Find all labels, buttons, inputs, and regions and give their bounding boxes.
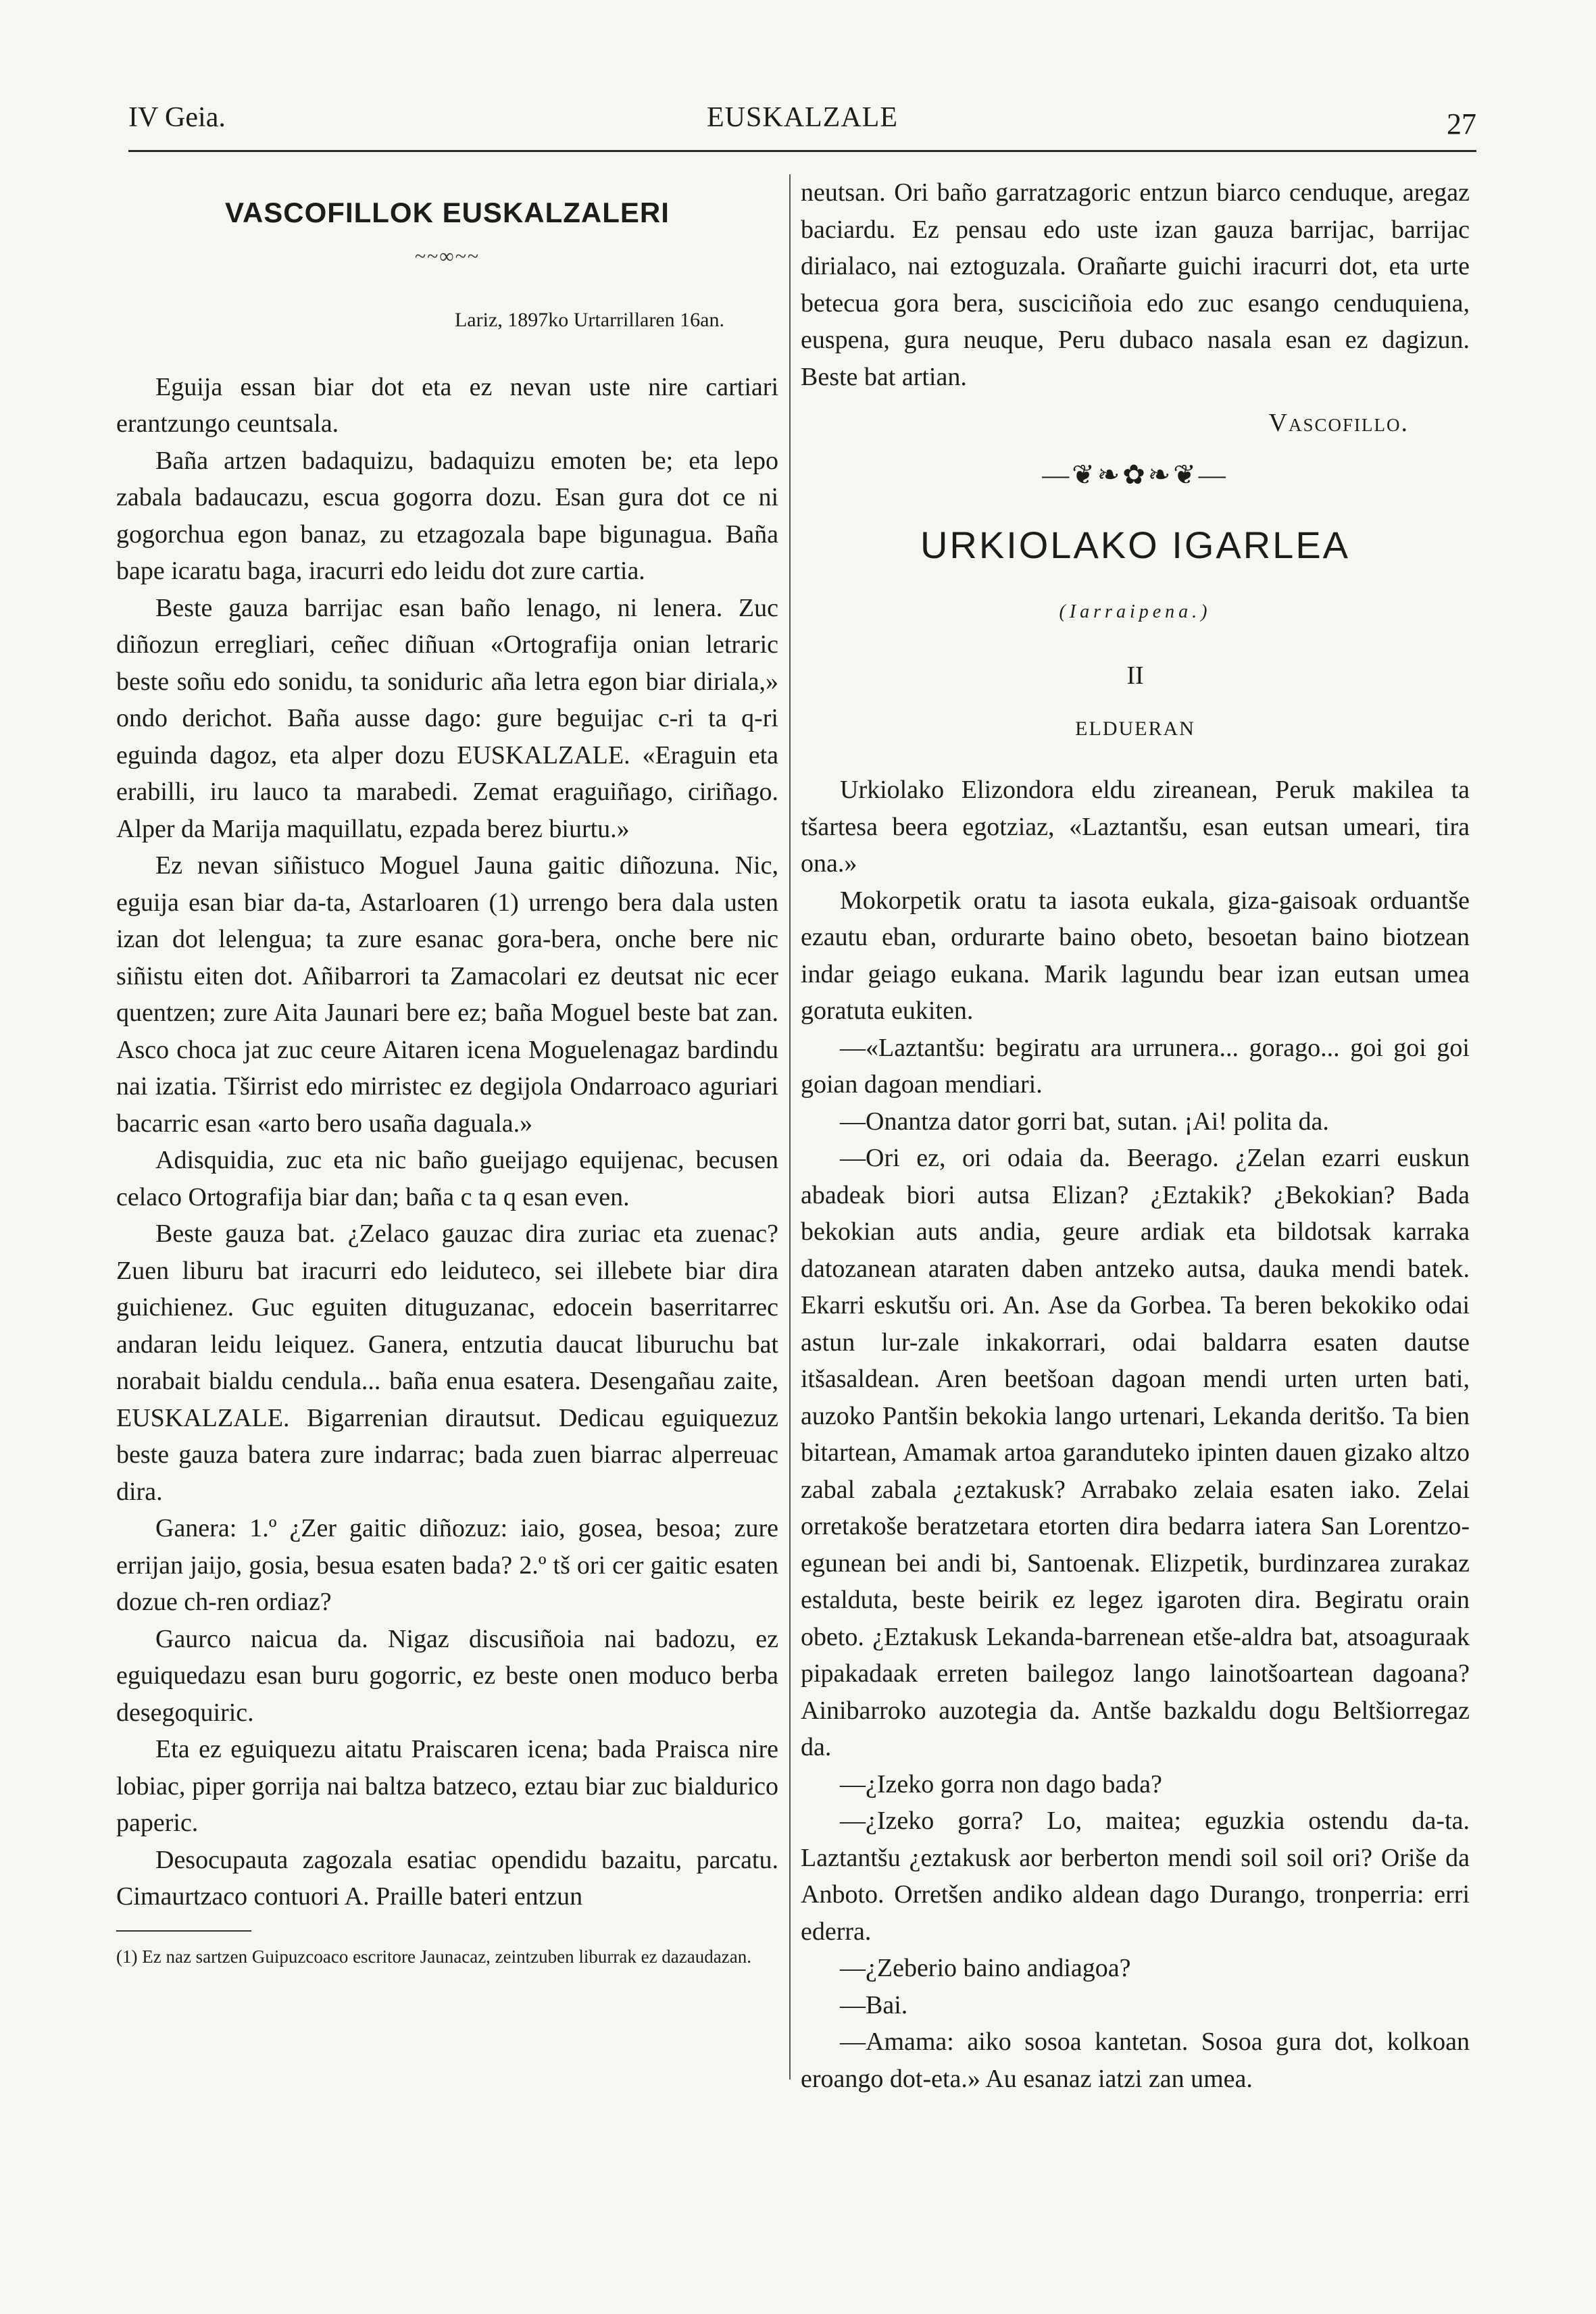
- paragraph: —¿Zeberio baino andiagoa?: [840, 1954, 1131, 1982]
- paragraph: —Amama: aiko sosoa kantetan. Sosoa gura dot, kolkoan eroango dot-eta.» Au esanaz iatzi zan umea.: [801, 2028, 1470, 2093]
- paragraph: —Ori ez, ori odaia da. Beerago. ¿Zelan ezarri euskun abadeak biori autsa Elizan? ¿Eztakik? ¿Bekokian? Bada bekokian auts andia, geure ardiak eta bildotsak karraka datozanean ataraten daben antzeko autsa, dauka mendi batek. Ekarri eskutšu ori. An. Ase da Gorbea. Ta beren bekokiko odai astun lur-zale inkakorrari, odai baldarra esaten dautse itšasaldean. Aren beetšoan dagoan mendi urten urten bati, auzoko Pantšin bekokia lango urtenari, Lekanda deritšo. Ta bien bitartean, Amamak artoa garanduteko ipinten dauen gizako altzo zabal zabala ¿eztakusk? Arrabako zelaia esaten iako. Zelai orretakoše beratzetara etorten dira bedarra iatera San Lorentzo-egunean bei andi bi, Santoenak. Elizpetik, burdinzarea zurakaz estalduta, bestе beirik ez legez igaroten dira. Begiratu orain obeto. ¿Eztakusk Lekanda-barrenean etše-aldra bat, atsoaguraak pipakadaak erreten bailegoz lango lainotšoartean dagoana? Ainibarroko auzotegia da. Antše bazkaldu dogu Beltšiorregaz da.: [801, 1144, 1470, 1761]
- paragraph: Beste gauza bat. ¿Zelaco gauzac dira zuriac eta zuenac? Zuen liburu bat iracurri edo leiduteco, sei illebete biar dira guichienez. Guc eguiten dituguzanac, edocein baserritarrec andaran leidu leiquez. Ganera, entzutia daucat liburuchu bat norabait bialdu cendula... baña enua esatera. Desengañau zaite, EUSKALZALE. Bigarrenian dirautsut. Dedicau eguiquezuz bestе gauza batera zure indarrac; bada zuen biarrac alperreuac dira.: [116, 1219, 778, 1506]
- column-divider: [789, 174, 791, 2080]
- page-header: [128, 101, 1476, 149]
- paragraph: Desocupauta zagozala esatiac opendidu bazaitu, parcatu. Cimaurtzaco contuori A. Praille bateri entzun: [116, 1845, 778, 1911]
- paragraph: Beste gauza barrijac esan baño lenago, ni lenera. Zuc diñozun erregliari, ceñec diñuan «Ortografija onian letraric beste soñu edo sonidu, ta soniduric aña letra egon biar diriala,» ondo derichot. Baña ausse dago: gure beguijac c-ri ta q-ri eguinda dagoz, eta alper dozu EUSKALZALE. «Eraguin eta erabilli, iru lauco ta marabedi. Zemat eraguiñago, ciriñago. Alper da Marija maquillatu, ezpada berez biurtu.»: [116, 593, 778, 843]
- story-subtitle: (Iarraipena.): [1059, 601, 1212, 622]
- paragraph: Ez nevan siñistuco Moguel Jauna gaitic diñozuna. Nic, eguija esan biar da-ta, Astarloaren (1) urrengo bera dala usten izan dot lelengua; ta zure esanac gora-bera, onche bere nic siñistu eiten dot. Añibarrori ta Zamacolari ez deutsat nic ecer quentzen; zure Aita Jaunari bere ez; baña Moguel beste bat zan. Asco choca jat zuc ceure Aitaren icena Moguelenagaz bardindu nai izatia. Tširrist edo mirristec ez degijola Ondarroaco aguriari bacarric esan «arto bero usaña daguala.»: [116, 851, 778, 1138]
- paragraph: —¿Izeko gorra non dago bada?: [840, 1769, 1162, 1799]
- title-ornament: ~~∞~~: [414, 245, 480, 268]
- paragraph: Gaurco naicua da. Nigaz discusiñoia nai badozu, ez eguiquedazu esan buru gogorric, ez beste onen moduco berba desegoquiric.: [116, 1624, 778, 1727]
- paragraph: Eta ez eguiquezu aitatu Praiscaren icena; bada Praisca nire lobiac, piper gorrija nai baltza batzeco, eztau biar zuc bialdurico paperic.: [116, 1735, 778, 1837]
- dateline: Lariz, 1897ko Urtarrillaren 16an.: [454, 309, 724, 331]
- chapter-title: ELDUERAN: [1075, 717, 1195, 740]
- paragraph: —Bai.: [840, 1990, 908, 2019]
- paragraph: Adisquidia, zuc eta nic baño gueijago equijenac, becusen celaco Ortografija biar dan; baña c ta q esan even.: [116, 1146, 778, 1211]
- left-column: [116, 174, 778, 2228]
- signature: Vascofillo.: [1268, 409, 1409, 437]
- paragraph: Baña artzen badaquizu, badaquizu emoten be; eta lepo zabala badaucazu, escua gogorra dozu. Esan gura dot ce ni gogorchua egon banaz, zu etzagozala bape bigunagua. Baña bape icaratu baga, iracurri edo leidu dot zure cartia.: [116, 446, 778, 585]
- right-column: [801, 174, 1470, 2228]
- journal-title: EUSKALZALE: [707, 102, 898, 133]
- story-title: URKIOLAKO IGARLEA: [920, 524, 1351, 566]
- footnote-rule: [116, 1930, 251, 1932]
- paragraph: —«Laztantšu: begiratu ara urrunera... gorago... goi goi goi goian dagoan mendiari.: [801, 1033, 1470, 1099]
- letter-title: VASCOFILLOK EUSKALZALERI: [225, 197, 670, 228]
- footnote: (1) Ez naz sartzen Guipuzcoaco escritore Jaunacaz, zeintzuben liburrak ez dazaudazan.: [116, 1946, 751, 1967]
- page-number: 27: [1447, 107, 1476, 141]
- paragraph: —¿Izeko gorra? Lo, maitea; eguzkia ostendu da-ta. Laztantšu ¿eztakusk aor berberton mendi soil soil ori? Oriše da Anboto. Orretšen andiko aldean dago Durango, tronperria: erri ederra.: [801, 1807, 1470, 1946]
- section-ornament: —❦❧✿❧❦—: [1042, 459, 1228, 490]
- chapter-number: II: [1126, 661, 1144, 690]
- paragraph: —Onantza dator gorri bat, sutan. ¡Ai! polita da.: [840, 1107, 1329, 1136]
- header-rule: [128, 150, 1476, 152]
- continuation-paragraph: neutsan. Ori baño garratzagoric entzun biarco cenduque, aregaz baciardu. Ez pensau edo uste izan gauza barrijac, barrijac dirialaco, nai eztoguzala. Orañarte guichi iracurri dot, eta urte betecua gora bera, susciciñoia edo zuc esango cenduquiena, euspena, gura neuque, Peru dubaco nasala esan ez dagizun. Beste bat artian.: [801, 178, 1470, 391]
- paragraph: Ganera: 1.º ¿Zer gaitic diñozuz: iaio, gosea, besoa; zure errijan jaijo, gosia, besua esaten bada? 2.º tš ori cer gaitic esaten dozue ch-ren ordiaz?: [116, 1514, 778, 1616]
- issue-label: IV Geia.: [128, 102, 226, 133]
- paragraph: Urkiolako Elizondora eldu zireanean, Peruk makilea ta tšartesa beera egotziaz, «Laztantšu, esan eutsan umeari, tira ona.»: [801, 776, 1470, 878]
- paragraph: Eguija essan biar dot eta ez nevan uste nire cartiari erantzungo ceuntsala.: [116, 372, 778, 438]
- paragraph: Mokorpetik oratu ta iasota eukala, giza-gaisoak orduantše ezautu eban, ordurarte baino obeto, besoetan baino biotzean indar geiago eukana. Marik lagundu bear izan eutsan umea goratuta eukiten.: [801, 886, 1470, 1025]
